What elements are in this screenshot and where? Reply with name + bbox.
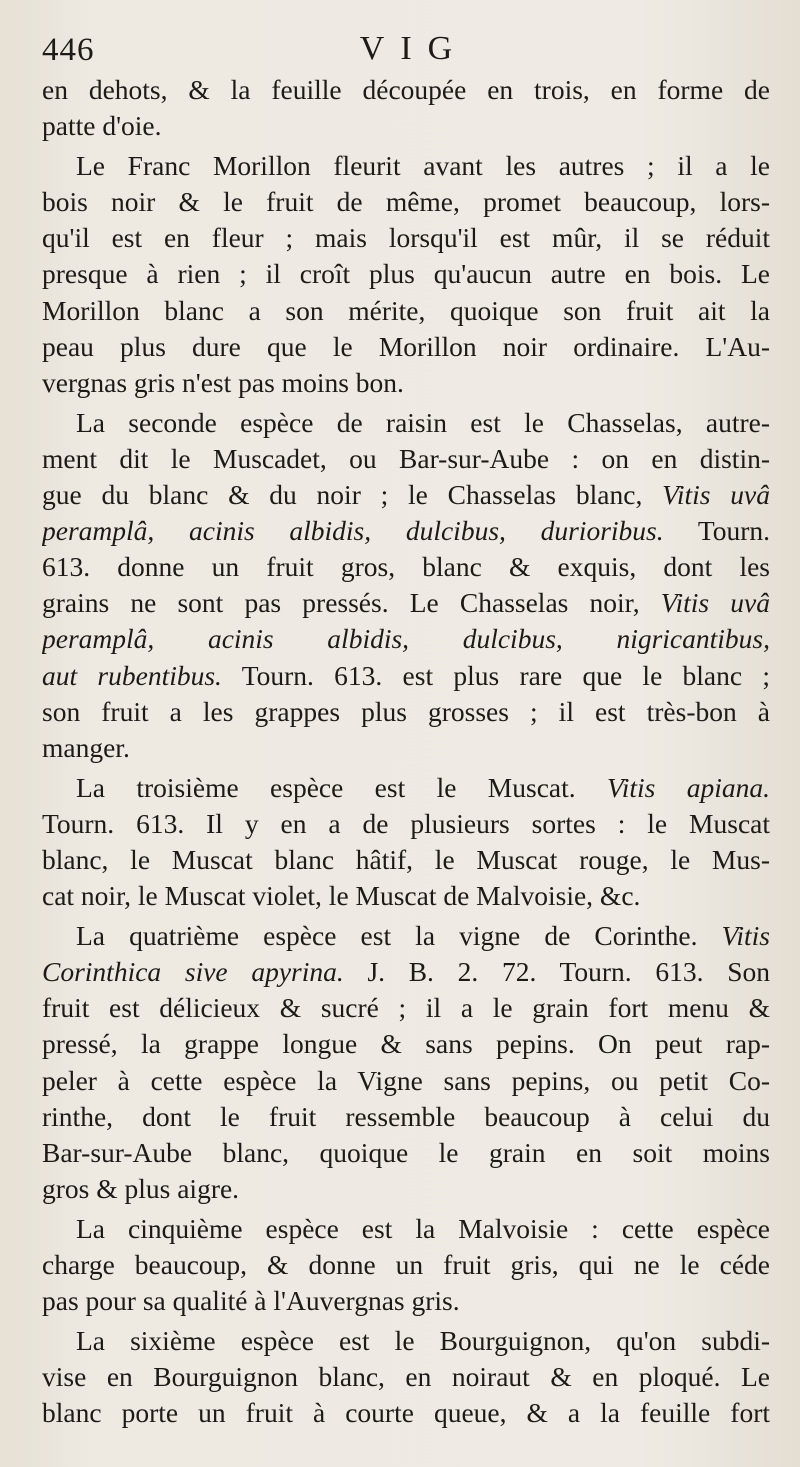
text-line [42, 878, 770, 914]
latin-name-text: Vitis uvâ [660, 587, 770, 619]
paragraph [42, 770, 770, 914]
paragraph [42, 1211, 770, 1319]
line-text: patte d'oie. [42, 110, 162, 142]
latin-name-text: Vitis [721, 920, 770, 952]
line-text: gros & plus aigre. [42, 1172, 240, 1204]
line-text: rinthe, dont le fruit ressemble beaucoup à celui du [42, 1100, 770, 1132]
paragraph [42, 405, 770, 766]
text-line [42, 658, 770, 694]
line-text: La seconde espèce de raisin est le Chasselas, autre- [76, 406, 770, 438]
line-text: peau plus dure que le Morillon noir ordinaire. L'Au- [42, 330, 770, 362]
text-line [42, 329, 770, 365]
line-text: cat noir, le Muscat violet, le Muscat de Malvoisie, &c. [42, 880, 641, 912]
line-text: blanc, le Muscat blanc hâtif, le Muscat rouge, le Mus- [42, 843, 770, 875]
line-text: grains ne sont pas pressés. Le Chasselas noir, [42, 587, 661, 619]
text-line [42, 621, 770, 657]
line-text: Tourn. 613. est plus rare que le blanc ; [221, 659, 770, 691]
paragraph [42, 918, 770, 1207]
text-line [42, 513, 770, 549]
paragraph [42, 72, 770, 144]
line-text: pressé, la grappe longue & sans pepins. On peut rap- [42, 1028, 770, 1060]
latin-name-text: Corinthica sive apyrina. [42, 956, 344, 988]
page-number: 446 [42, 32, 95, 68]
paragraph [42, 148, 770, 401]
text-line [42, 806, 770, 842]
line-text: bois noir & le fruit de même, promet beaucoup, lors- [42, 186, 770, 218]
text-line [42, 585, 770, 621]
text-line [42, 1099, 770, 1135]
text-line [42, 441, 770, 477]
text-line [42, 694, 770, 730]
running-head: VIG [359, 30, 469, 67]
line-text: blanc porte un fruit à courte queue, & a la feuille fort [42, 1397, 770, 1429]
line-text: son fruit a les grappes plus grosses ; il est très-bon à [42, 695, 770, 727]
text-line [42, 842, 770, 878]
latin-name-text: peramplâ, acinis albidis, dulcibus, durioribus. [42, 515, 664, 547]
line-text: fruit est délicieux & sucré ; il a le grain fort menu & [42, 992, 770, 1024]
latin-name-text: Vitis apiana. [606, 771, 770, 803]
text-line [42, 256, 770, 292]
text-line [42, 730, 770, 766]
text-line [42, 365, 770, 401]
text-line [42, 770, 770, 806]
text-line [42, 293, 770, 329]
text-line [42, 1135, 770, 1171]
text-line [42, 1211, 770, 1247]
text-line [42, 1395, 770, 1431]
text-line [42, 1063, 770, 1099]
line-text: La troisième espèce est le Muscat. [76, 771, 607, 803]
page-header [42, 28, 770, 72]
body-text [42, 72, 770, 1431]
text-line [42, 549, 770, 585]
line-text: qu'il est en fleur ; mais lorsqu'il est mûr, il se réduit [42, 222, 770, 254]
text-line [42, 148, 770, 184]
line-text: vise en Bourguignon blanc, en noiraut & en ploqué. Le [42, 1361, 770, 1393]
text-line [42, 954, 770, 990]
line-text: vergnas gris n'est pas moins bon. [42, 366, 404, 398]
line-text: pas pour sa qualité à l'Auvergnas gris. [42, 1285, 460, 1317]
line-text: La cinquième espèce est la Malvoisie : cette espèce [76, 1212, 770, 1244]
line-text: 613. donne un fruit gros, blanc & exquis, dont les [42, 551, 770, 583]
text-line [42, 1359, 770, 1395]
line-text: J. B. 2. 72. Tourn. 613. Son [343, 956, 770, 988]
latin-name-text: aut rubentibus. [42, 659, 222, 691]
text-line [42, 1247, 770, 1283]
line-text: Le Franc Morillon fleurit avant les autres ; il a le [76, 150, 770, 182]
text-line [42, 72, 770, 108]
text-line [42, 1171, 770, 1207]
text-line [42, 990, 770, 1026]
line-text: charge beaucoup, & donne un fruit gris, qui ne le céde [42, 1249, 770, 1280]
line-text: presque à rien ; il croît plus qu'aucun autre en bois. Le [42, 258, 770, 290]
line-text: La sixième espèce est le Bourguignon, qu'on subdi- [76, 1325, 770, 1357]
text-line [42, 1323, 770, 1359]
paragraph [42, 1323, 770, 1431]
text-line [42, 184, 770, 220]
text-line [42, 918, 770, 954]
text-line [42, 108, 770, 144]
line-text: manger. [42, 731, 130, 763]
text-line [42, 1283, 770, 1319]
text-line [42, 405, 770, 441]
line-text: ment dit le Muscadet, ou Bar-sur-Aube : on en distin- [42, 442, 770, 474]
line-text: Tourn. 613. Il y en a de plusieurs sortes : le Muscat [42, 807, 770, 839]
text-line [42, 477, 770, 513]
line-text: peler à cette espèce la Vigne sans pepins, ou petit Co- [42, 1064, 770, 1096]
line-text: La quatrième espèce est la vigne de Corinthe. [76, 920, 722, 952]
line-text: en dehots, & la feuille découpée en trois, en forme de [42, 74, 770, 105]
text-line [42, 1026, 770, 1062]
line-text: Tourn. [663, 515, 770, 547]
line-text: Bar-sur-Aube blanc, quoique le grain en soit moins [42, 1136, 770, 1168]
latin-name-text: Vitis uvâ [662, 479, 770, 511]
line-text: gue du blanc & du noir ; le Chasselas blanc, [42, 479, 663, 511]
text-line [42, 220, 770, 256]
latin-name-text: peramplâ, acinis albidis, dulcibus, nigricantibus, [42, 623, 770, 655]
line-text: Morillon blanc a son mérite, quoique son fruit ait la [42, 294, 770, 326]
